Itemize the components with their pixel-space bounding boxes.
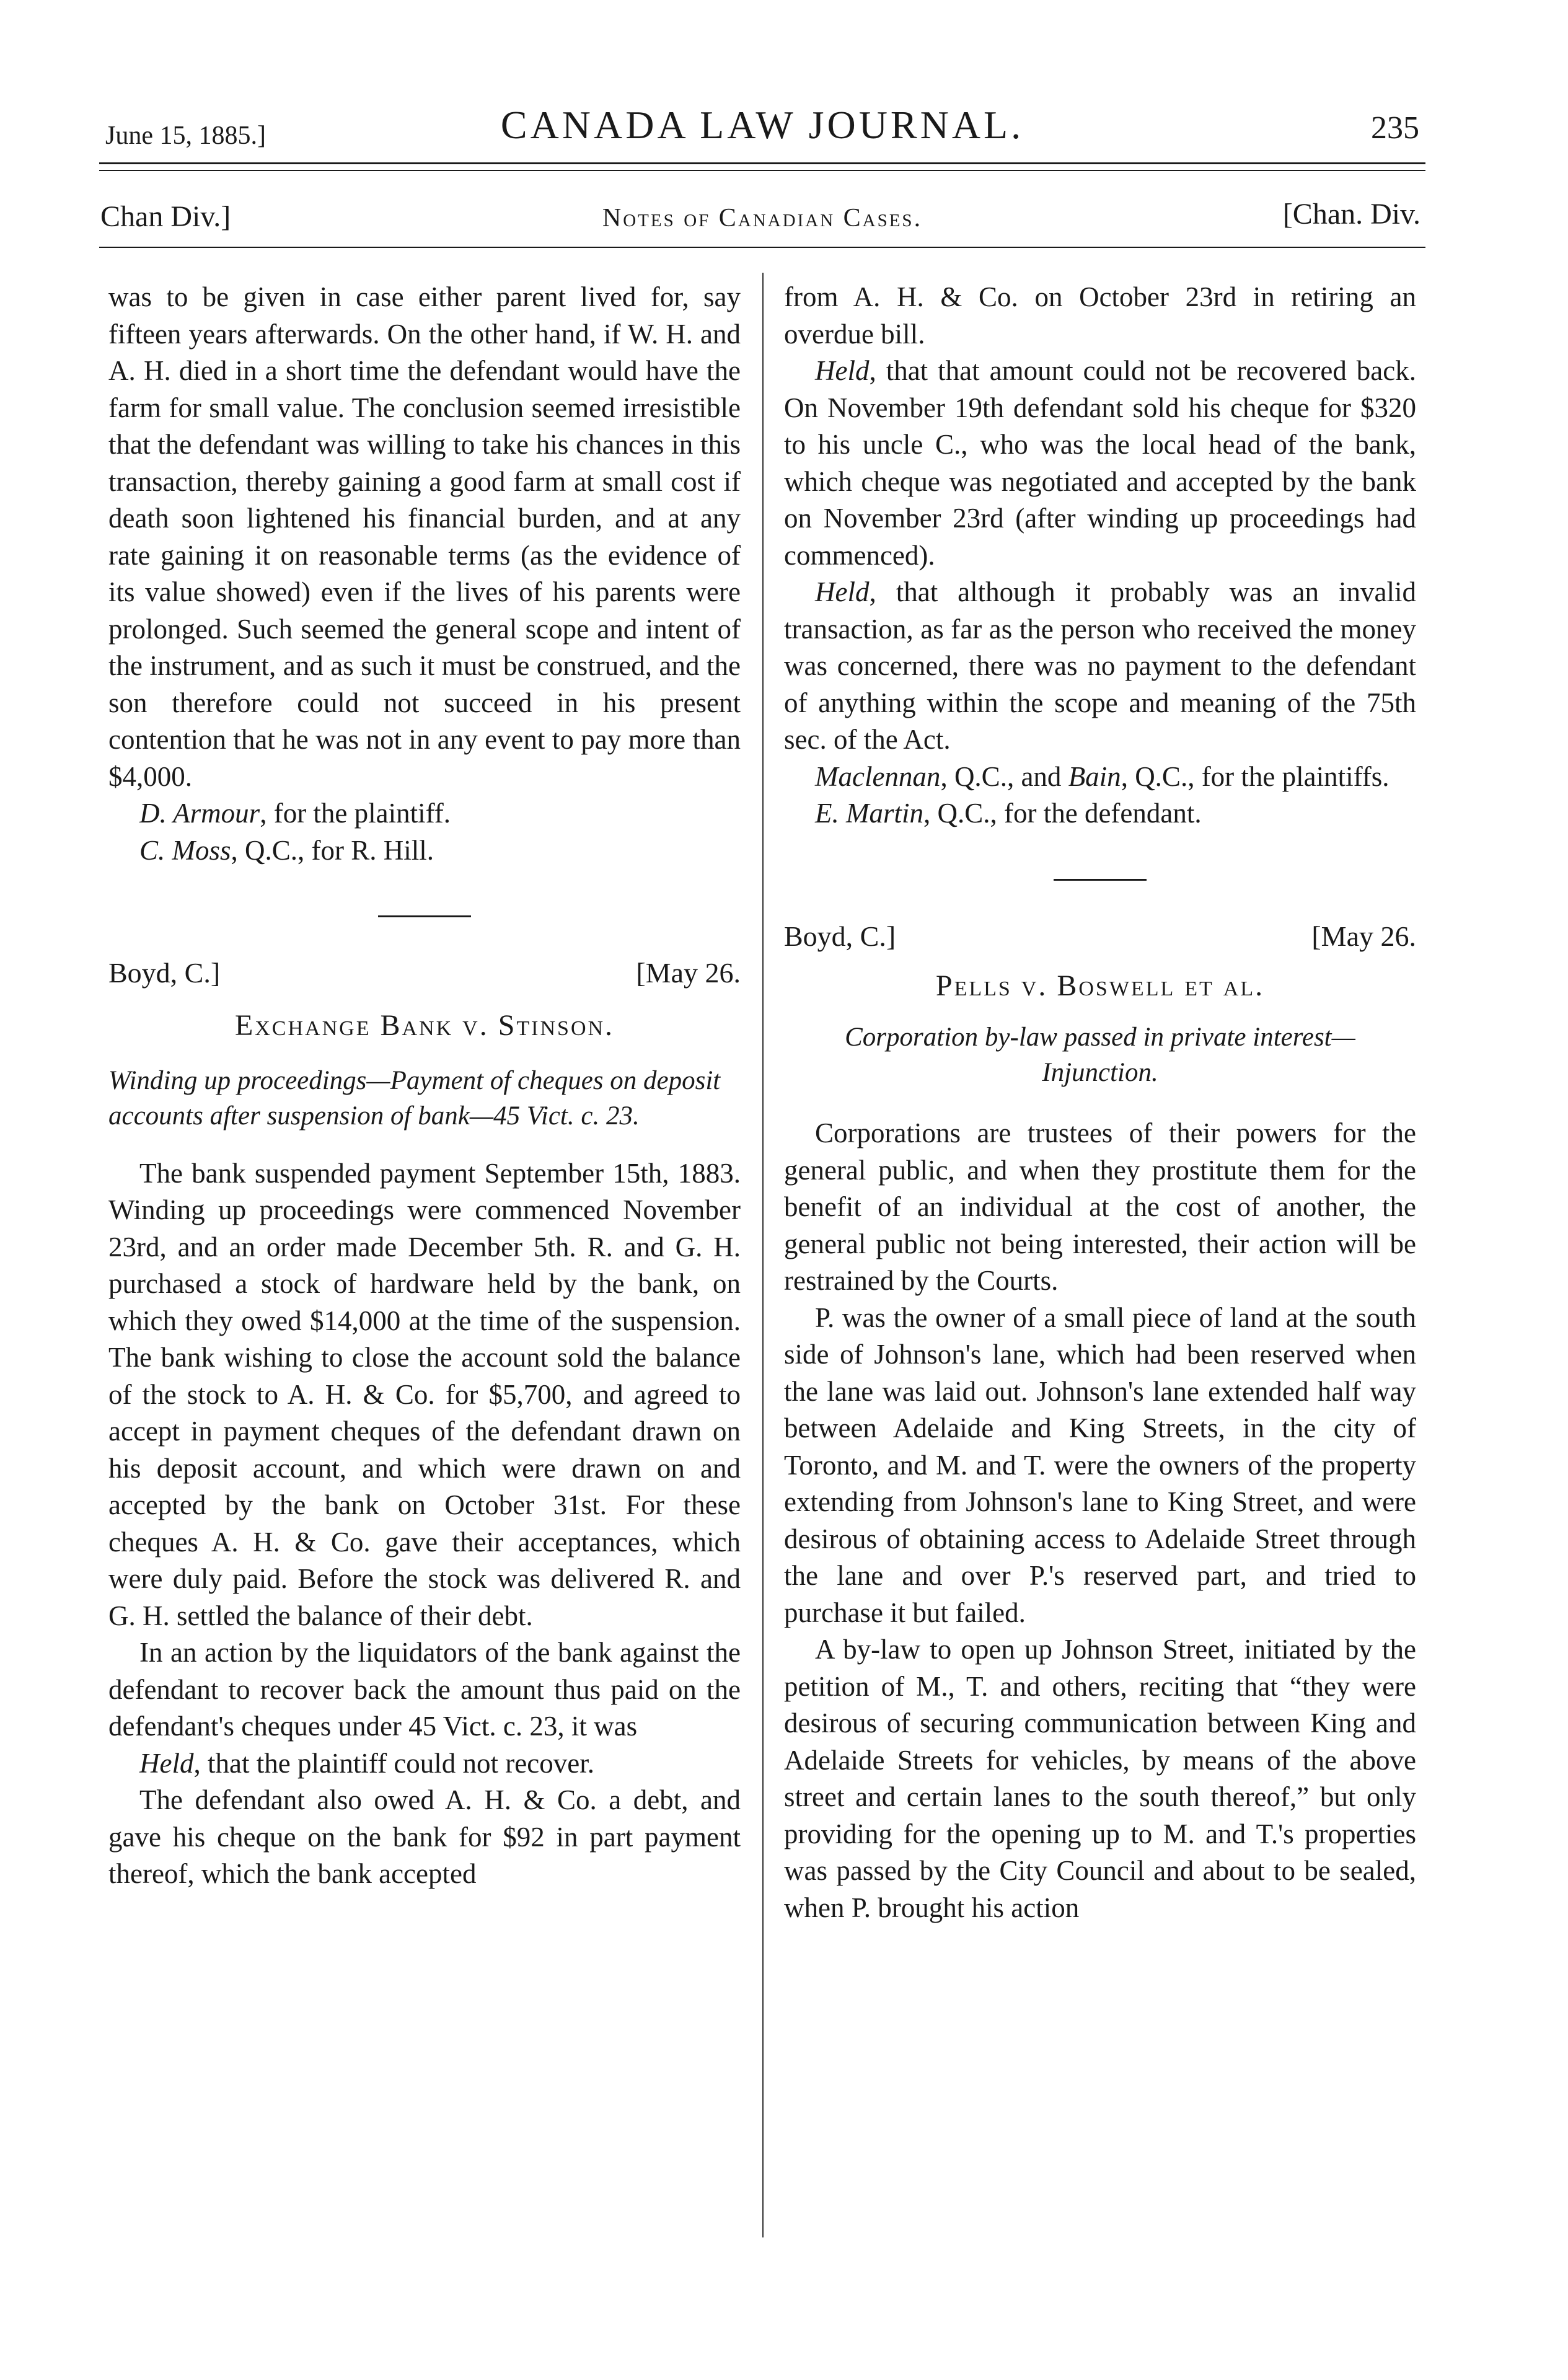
header-rule-top [99, 162, 1425, 164]
running-header [99, 102, 1425, 158]
case-title: Pells v. Boswell et al. [935, 969, 1265, 1002]
left-paragraph-1: was to be given in case either parent lived for, say fifteen years afterwards. On the other hand, if W. H. and A. H. died in a short time the defendant would have the farm for small value. The conclusion seemed irresistible that the defendant was willing to take his chances in this transaction, thereby gaining a good farm at small cost if death soon lightened his financial burden, and at any rate gaining it on reasonable terms (as the evidence of its value showed) even if the lives of his parents were prolonged. Such seemed the general scope and intent of the instrument, and as such it must be construed, and the son therefore could not succeed in his present contention that he was not in any event to pay more than $4,000. [108, 281, 741, 792]
counsel-name: E. Martin [815, 798, 923, 829]
court-name: Boyd, C.] [108, 957, 221, 989]
held-text: , that although it probably was an invalid transaction, as far as the person who received the money was concerned, there was no payment to the defendant of anything within the scope and meaning of the 75th sec. of the Act. [784, 576, 1416, 755]
counsel-name: C. Moss [139, 834, 231, 866]
column-divider [762, 273, 764, 2237]
held-text: , that that amount could not be recovered back. On November 19th defendant sold his cheque for $320 to his uncle C., who was the local head of the bank, which cheque was negotiated and accepted by the bank on November 23rd (after winding up proceedings had commenced). [784, 355, 1416, 571]
court-name: Boyd, C.] [784, 920, 896, 952]
section-right: [Chan. Div. [1282, 198, 1420, 231]
held-word: Held [139, 1747, 194, 1779]
right-column [784, 279, 1416, 1926]
left-paragraph-3: In an action by the liquidators of the bank against the defendant to recover back the amount thus paid on the defendant's cheques under 45 Vict. c. 23, it was [108, 1637, 741, 1742]
held-paragraph-3 [784, 574, 1416, 759]
journal-title: CANADA LAW JOURNAL. [500, 103, 1024, 147]
counsel-join: , Q.C., and [940, 760, 1068, 792]
case-title: Exchange Bank v. Stinson. [234, 1009, 615, 1042]
held-paragraph-2 [784, 353, 1416, 574]
header-rule-bottom [99, 170, 1425, 171]
counsel-line-4 [784, 795, 1416, 832]
left-paragraph-2: The bank suspended payment September 15th, 1883. Winding up proceedings were commenced November 23rd, and an order made December 5th. R. and G. H. purchased a stock of hardware held by the bank, on which they owed $14,000 at the time of the suspension. The bank wishing to close the account sold the balance of the stock to A. H. & Co. for $5,700, and agreed to accept in payment cheques of the defendant drawn on his deposit account, and which were drawn on and accepted by the bank on October 31st. For these cheques A. H. & Co. gave their acceptances, which were duly paid. Before the stock was delivered R. and G. H. settled the balance of their debt. [108, 1157, 741, 1631]
court-line [784, 918, 1416, 955]
held-word: Held [815, 355, 870, 386]
counsel-name: Bain [1068, 760, 1121, 792]
counsel-line-1 [108, 795, 741, 832]
section-header [99, 192, 1425, 242]
counsel-name: D. Armour [139, 798, 260, 829]
case-headnote: Winding up proceedings—Payment of cheques on deposit accounts after suspension of bank—45 Vict. c. 23. [108, 1065, 721, 1130]
issue-date: June 15, 1885.] [105, 121, 266, 150]
right-paragraph-2: Corporations are trustees of their powers for the general public, and when they prostitute them for the benefit of an individual at the cost of another, the general public not being interested, their action will be restrained by the Courts. [784, 1117, 1416, 1296]
counsel-role: , Q.C., for R. Hill. [231, 834, 434, 866]
counsel-line-3 [784, 759, 1416, 796]
subheader-rule [99, 247, 1425, 248]
section-title: Notes of Canadian Cases. [602, 204, 923, 232]
left-column [108, 279, 741, 1893]
held-word: Held [815, 576, 870, 607]
court-line [108, 954, 741, 992]
counsel-line-2 [108, 832, 741, 870]
left-paragraph-4: The defendant also owed A. H. & Co. a debt, and gave his cheque on the bank for $92 in part payment thereof, which the bank accepted [108, 1784, 741, 1889]
right-paragraph-1: from A. H. & Co. on October 23rd in retiring an overdue bill. [784, 281, 1416, 350]
right-paragraph-4: A by-law to open up Johnson Street, initiated by the petition of M., T. and others, reciting that “they were desirous of securing communication between King and Adelaide Streets for vehicles, by means of the above street and certain lanes to the south thereof,” but only providing for the opening up to M. and T.'s properties was passed by the City Council and about to be sealed, when P. brought his action [784, 1634, 1416, 1923]
court-date: [May 26. [1311, 920, 1416, 952]
page-number: 235 [1371, 110, 1419, 146]
right-paragraph-3: P. was the owner of a small piece of land at the south side of Johnson's lane, which had been reserved when the lane was laid out. Johnson's lane extended half way between Adelaide and King Streets, in the city of Toronto, and M. and T. were the owners of the property extending from Johnson's lane to King Street, and were desirous of obtaining access to Adelaide Street through the lane and over P.'s reserved part, and tried to purchase it but failed. [784, 1302, 1416, 1628]
case-headnote: Corporation by-law passed in private interest—Injunction. [845, 1023, 1355, 1087]
counsel-role: , Q.C., for the plaintiffs. [1121, 760, 1390, 792]
held-text: , that the plaintiff could not recover. [193, 1747, 594, 1779]
counsel-role: , Q.C., for the defendant. [923, 798, 1202, 829]
counsel-name: Maclennan [815, 760, 941, 792]
section-left: Chan Div.] [100, 200, 231, 233]
court-date: [May 26. [636, 957, 741, 989]
held-line [108, 1745, 741, 1783]
counsel-role: , for the plaintiff. [260, 798, 451, 829]
